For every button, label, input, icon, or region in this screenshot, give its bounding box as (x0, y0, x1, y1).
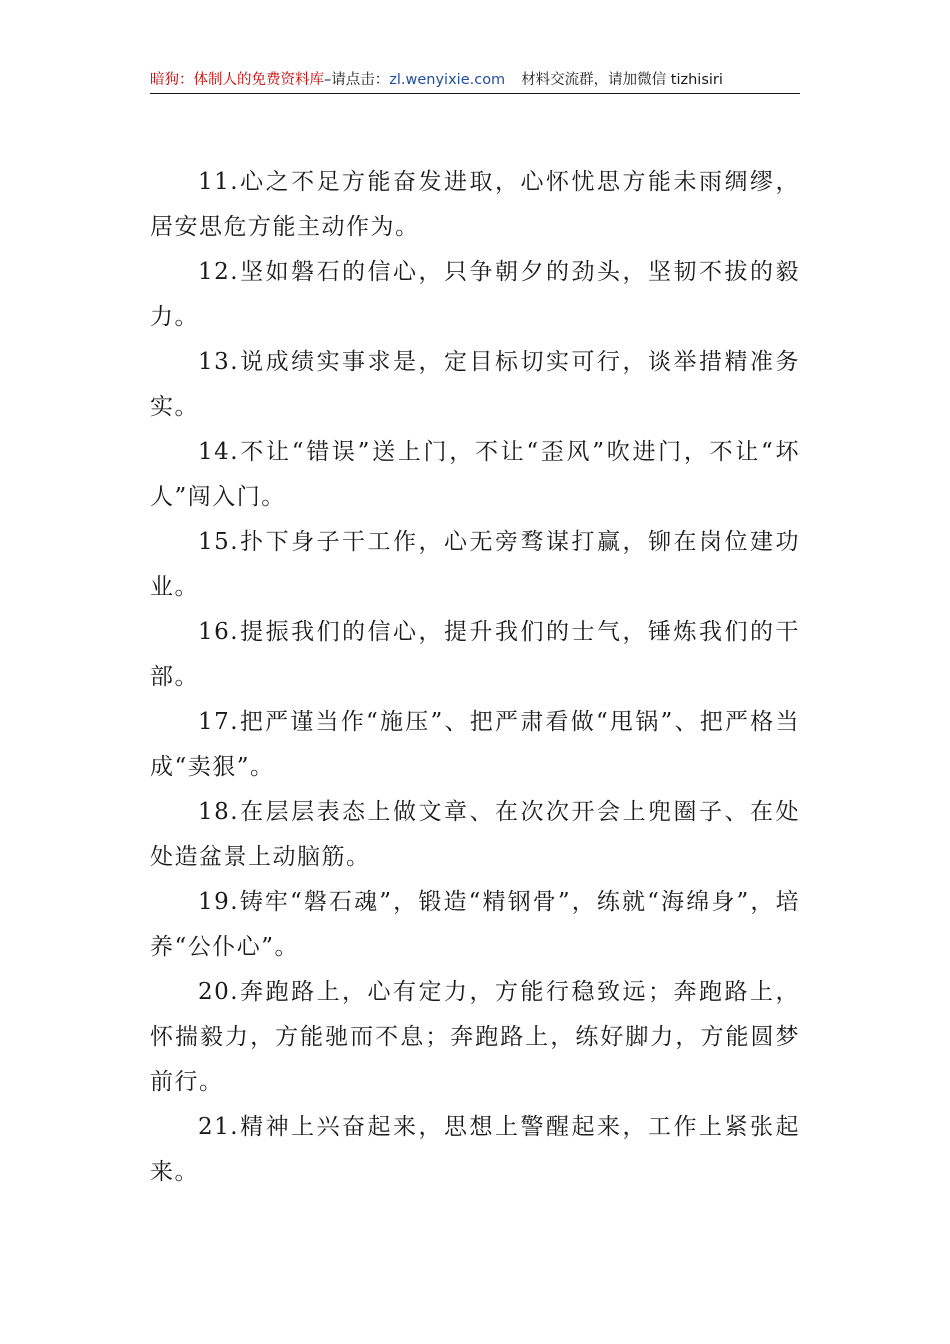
header-contact: 材料交流群，请加微信 tizhisiri (521, 72, 723, 88)
paragraph-14: 14.不让“错误”送上门，不让“歪风”吹进门，不让“坏人”闯入门。 (150, 439, 800, 510)
header-divider (150, 93, 800, 94)
paragraph-19: 19.铸牢“磐石魂”，锻造“精钢骨”，练就“海绵身”，培养“公仆心”。 (150, 889, 800, 960)
paragraph-11: 11.心之不足方能奋发进取，心怀忧思方能未雨绸缪，居安思危方能主动作为。 (150, 169, 800, 240)
paragraph-16: 16.提振我们的信心，提升我们的士气，锤炼我们的干部。 (150, 619, 800, 690)
paragraph-21: 21.精神上兴奋起来，思想上警醒起来，工作上紧张起来。 (150, 1114, 800, 1185)
document-body (150, 160, 800, 1195)
paragraph-20: 20.奔跑路上，心有定力，方能行稳致远；奔跑路上，怀揣毅力，方能驰而不息；奔跑路上，练好脚力，方能圆梦前行。 (150, 979, 800, 1095)
paragraph-18: 18.在层层表态上做文章、在次次开会上兜圈子、在处处造盆景上动脑筋。 (150, 799, 800, 870)
page-header (150, 68, 800, 92)
paragraph-13: 13.说成绩实事求是，定目标切实可行，谈举措精准务实。 (150, 349, 800, 420)
header-prompt: –请点击： (324, 72, 390, 88)
paragraph-12: 12.坚如磐石的信心，只争朝夕的劲头，坚韧不拔的毅力。 (150, 259, 800, 330)
paragraph-15: 15.扑下身子干工作，心无旁骛谋打赢，铆在岗位建功业。 (150, 529, 800, 600)
header-url-link[interactable]: zl.wenyixie.com (389, 72, 506, 88)
paragraph-17: 17.把严谨当作“施压”、把严肃看做“甩锅”、把严格当成“卖狠”。 (150, 709, 800, 780)
header-site-name: 暗狗：体制人的免费资料库 (150, 72, 324, 88)
